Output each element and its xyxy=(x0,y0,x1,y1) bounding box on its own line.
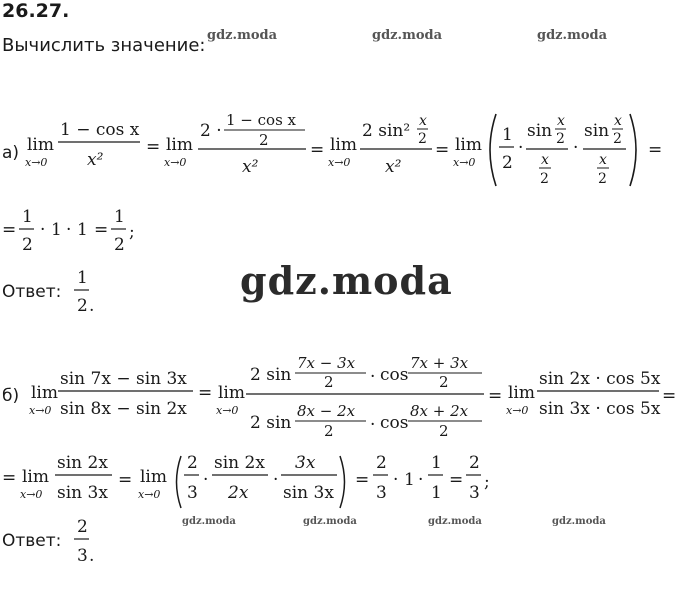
frac-den: x² xyxy=(87,150,104,170)
dot: · xyxy=(273,470,279,490)
equals: = xyxy=(355,470,370,490)
den-x: x xyxy=(541,152,549,168)
f-7p3: 7x + 3x xyxy=(410,354,469,372)
lim-sub: x→0 xyxy=(453,156,476,169)
answer-num: 2 xyxy=(77,517,88,537)
inner-num: x xyxy=(419,113,427,129)
den-2: 2 xyxy=(598,171,607,187)
lim-sub: x→0 xyxy=(20,488,43,501)
dot: · xyxy=(393,470,399,490)
frac-num-coef: 2 · xyxy=(200,121,222,141)
task-statement: Вычислить значение: xyxy=(2,35,206,56)
f-8m2: 8x − 2x xyxy=(297,402,356,420)
problem-number: 26.27. xyxy=(2,0,70,22)
inner-den: 2 xyxy=(259,131,269,149)
half-den: 2 xyxy=(114,235,125,255)
lim: lim xyxy=(330,135,357,155)
lim: lim xyxy=(140,467,167,487)
lim: lim xyxy=(455,135,482,155)
one: 1 xyxy=(431,453,442,473)
inner-den: 2 xyxy=(556,131,565,147)
lim-sub: x→0 xyxy=(216,404,239,417)
equals: = xyxy=(310,140,325,160)
answer-label: Ответ: xyxy=(2,531,62,551)
left-paren xyxy=(490,114,496,186)
d3: 3 xyxy=(187,483,198,503)
lim-sub: x→0 xyxy=(328,156,351,169)
half-num: 1 xyxy=(114,207,125,227)
frac-den: 2x xyxy=(228,483,249,503)
inner-den: 2 xyxy=(418,131,427,147)
lim-sub: x→0 xyxy=(29,404,52,417)
equals: = xyxy=(94,220,109,240)
frac-num: sin 2x xyxy=(214,453,265,473)
equals: = xyxy=(146,137,161,157)
den-2: 2 xyxy=(540,171,549,187)
dot: · xyxy=(418,470,424,490)
part-a-label: а) xyxy=(2,143,20,163)
lim: lim xyxy=(31,383,58,403)
frac-num: 3x xyxy=(295,453,316,473)
lim: lim xyxy=(166,135,193,155)
dot: · xyxy=(370,415,376,435)
frac-den: sin 3x xyxy=(283,483,334,503)
dot: · xyxy=(518,138,524,158)
dot: · xyxy=(40,220,46,240)
d2: 2 xyxy=(469,453,480,473)
dot: · xyxy=(203,470,209,490)
dot: · xyxy=(573,138,579,158)
two-sin: 2 sin xyxy=(250,365,292,385)
half-den: 2 xyxy=(22,235,33,255)
equals: = xyxy=(198,383,213,403)
frac-num: sin 7x − sin 3x xyxy=(60,369,187,389)
inner-den: 2 xyxy=(613,131,622,147)
inner-num: x xyxy=(614,113,622,129)
watermark: gdz.moda xyxy=(428,516,482,527)
cos: cos xyxy=(380,365,409,385)
answer-num: 1 xyxy=(77,268,88,288)
cos: cos xyxy=(380,413,409,433)
d2: 2 xyxy=(324,373,334,391)
equals: = xyxy=(2,220,17,240)
dot: · xyxy=(370,367,376,387)
answer-den: 2 xyxy=(77,296,88,316)
equals: = xyxy=(449,470,464,490)
d2: 2 xyxy=(376,453,387,473)
lim-sub: x→0 xyxy=(506,404,529,417)
lim-sub: x→0 xyxy=(138,488,161,501)
frac-den: sin 3x · cos 5x xyxy=(539,399,661,419)
frac-num: sin 2x xyxy=(57,453,108,473)
f-7m3: 7x − 3x xyxy=(297,354,356,372)
half-num: 1 xyxy=(502,125,513,145)
d2: 2 xyxy=(439,422,449,440)
two-sin: 2 sin xyxy=(250,413,292,433)
answer-label: Ответ: xyxy=(2,282,62,302)
inner-num: 1 − cos x xyxy=(226,111,297,129)
d2: 2 xyxy=(324,422,334,440)
equals: = xyxy=(662,386,677,406)
svg-text:.: . xyxy=(89,296,95,316)
frac-num: sin 2x · cos 5x xyxy=(539,369,661,389)
one: 1 xyxy=(431,483,442,503)
frac-den: x² xyxy=(385,157,402,177)
frac-den: sin 8x − sin 2x xyxy=(60,399,187,419)
equals: = xyxy=(435,140,450,160)
equals: = xyxy=(118,470,133,490)
half-den: 2 xyxy=(502,153,513,173)
left-paren xyxy=(177,456,182,508)
watermark: gdz.moda xyxy=(372,28,443,43)
sin-label: sin xyxy=(584,121,610,141)
one: 1 xyxy=(77,220,88,240)
lim: lim xyxy=(22,467,49,487)
part-b-label: б) xyxy=(2,386,20,406)
inner-num: x xyxy=(557,113,565,129)
one: 1 xyxy=(404,470,415,490)
watermark: gdz.moda xyxy=(537,28,608,43)
watermark: gdz.moda xyxy=(552,516,606,527)
equals: = xyxy=(2,468,17,488)
svg-text:.: . xyxy=(89,546,95,566)
watermark: gdz.moda xyxy=(182,516,236,527)
d3: 3 xyxy=(376,483,387,503)
f-8p2: 8x + 2x xyxy=(410,402,469,420)
frac-den: x² xyxy=(242,157,259,177)
sin-label: sin xyxy=(527,121,553,141)
answer-den: 3 xyxy=(77,546,88,566)
lim-sub: x→0 xyxy=(164,156,187,169)
dot: · xyxy=(66,220,72,240)
lim: lim xyxy=(218,383,245,403)
lim: lim xyxy=(27,135,54,155)
lim-sub: x→0 xyxy=(25,156,48,169)
den-x: x xyxy=(599,152,607,168)
frac-den: sin 3x xyxy=(57,483,108,503)
d2: 2 xyxy=(187,453,198,473)
frac-num: 2 sin² xyxy=(362,121,411,141)
frac-num: 1 − cos x xyxy=(60,120,140,140)
svg-text:;: ; xyxy=(484,472,490,492)
watermark: gdz.moda xyxy=(303,516,357,527)
lim: lim xyxy=(508,383,535,403)
watermark: gdz.moda xyxy=(207,28,278,43)
d3: 3 xyxy=(469,483,480,503)
right-paren xyxy=(340,456,345,508)
watermark-large: gdz.moda xyxy=(240,258,453,303)
d2: 2 xyxy=(439,373,449,391)
one: 1 xyxy=(51,220,62,240)
half-num: 1 xyxy=(22,207,33,227)
svg-text:;: ; xyxy=(129,222,135,242)
right-paren xyxy=(630,114,636,186)
equals: = xyxy=(648,140,663,160)
equals: = xyxy=(488,386,503,406)
